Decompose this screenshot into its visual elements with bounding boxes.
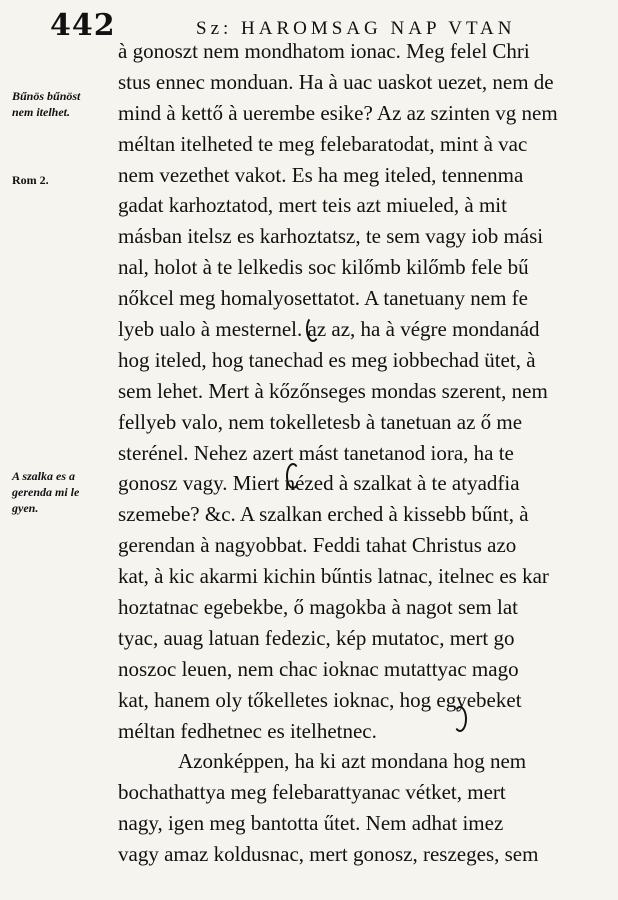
page-number: 442 [50,8,116,43]
text-line: hoztatnac egebekbe, ő magokba à nagot sem lat [118,595,519,620]
ink-bracket-mark [286,463,300,489]
text-line: méltan fedhetnec es itelhetnec. [118,718,377,743]
margin-note: A szalka es a gerenda mi le gyen. [12,469,80,515]
text-line: kat, à kic akarmi kichin bűntis latnac, itelnec es kar [118,564,549,589]
ink-bracket-mark [306,316,320,342]
running-title: Sz: HAROMSAG NAP VTAN [196,18,516,39]
margin-note: Bűnös bűnöst nem itelhet. [12,89,81,119]
text-line: hog iteled, hog tanechad es meg iobbechad ütet, à [118,347,536,372]
text-line: Azonképpen, ha ki azt mondana hog nem [178,749,527,774]
text-line: tyac, auag latuan fedezic, kép mutatoc, mert go [118,625,515,650]
ink-bracket-mark [453,706,467,732]
margin-note: Rom 2. [12,173,49,187]
text-line: másban itelsz es karhoztatsz, te sem vagy iob mási [118,224,544,249]
text-line: gadat karhoztatod, mert teis azt miueled, à mit [118,193,507,218]
text-line: vagy amaz koldusnac, mert gonosz, reszeges, sem [118,842,539,867]
text-line: nőkcel meg homalyosettatot. A tanetuany nem fe [118,286,528,311]
text-line: kat, hanem oly tőkelletes ioknac, hog egyebeket [118,687,522,712]
text-line: lyeb ualo à mesternel. az az, ha à végre mondanád [118,317,540,342]
text-line: gerendan à nagyobbat. Feddi tahat Christus azo [118,533,517,558]
text-line: nem vezethet vakot. Es ha meg iteled, tennenma [118,162,524,187]
text-line: sem lehet. Mert à kőzőnseges mondas szerent, nem [118,378,548,403]
text-line: szemebe? &c. A szalkan erched à kissebb bűnt, à [118,502,529,527]
text-line: sterénel. Nehez azert mást tanetanod iora, ha te [118,440,514,465]
text-line: méltan itelheted te meg felebaratodat, mint à vac [118,131,528,156]
text-line: noszoc leuen, nem chac ioknac mutattyac mago [118,656,519,681]
text-line: bochathattya meg felebarattyanac vétket, mert [118,780,506,805]
body-text [118,36,608,870]
text-line: mind à kettő à uerembe esike? Az az szinten vg nem [118,100,558,125]
text-line: stus ennec monduan. Ha à uac uaskot uezet, nem de [118,69,554,94]
text-line: nal, holot à te lelkedis soc kilőmb kilőmb fele bű [118,255,529,280]
text-line: fellyeb valo, nem tokelletesb à tanetuan az ő me [118,409,523,434]
text-line: gonosz vagy. Miert nézed à szalkat à te atyadfia [118,471,520,496]
text-line: nagy, igen meg bantotta űtet. Nem adhat imez [118,811,504,836]
text-line: à gonoszt nem mondhatom ionac. Meg felel Chri [118,39,530,63]
